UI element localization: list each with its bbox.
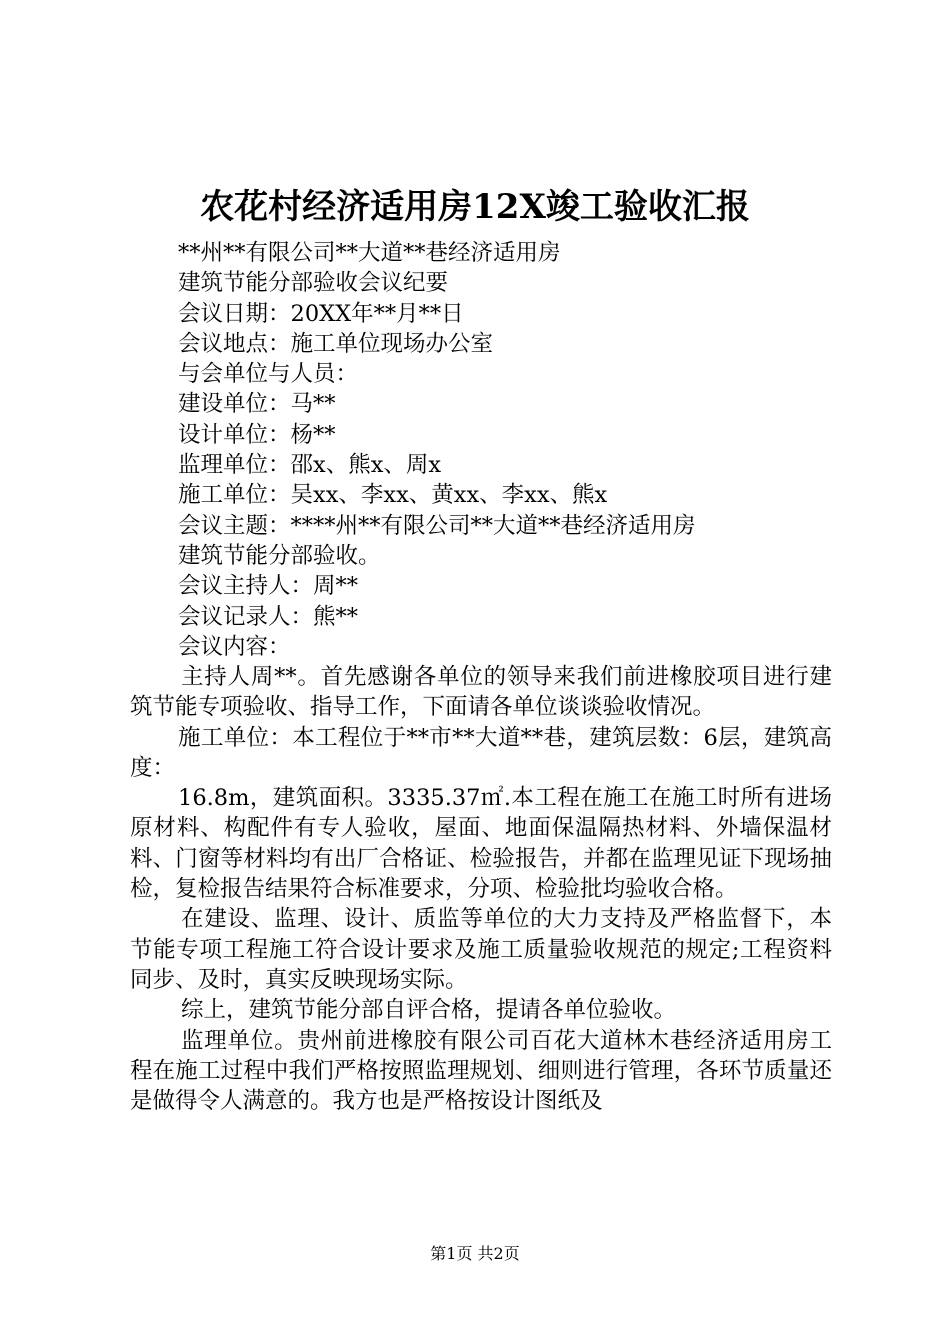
info-line: 建设单位：马** (178, 391, 336, 418)
page-footer: 第1页 共2页 (430, 1244, 520, 1263)
info-line: **州**有限公司**大道**巷经济适用房 (178, 240, 561, 266)
document-title: 农花村经济适用房12X竣工验收汇报 (200, 187, 750, 227)
paragraph: 在建设、监理、设计、质监等单位的大力支持及严格监督下，本节能专项工程施工符合设计要求及施工质量验收规范的规定;工程资料同步、及时，真实反映现场实际。 (130, 906, 832, 993)
meeting-content (130, 662, 832, 1116)
paragraph: 施工单位：本工程位于**市**大道**巷，建筑层数：6层，建筑高度： (130, 724, 832, 781)
paragraph: 主持人周**。首先感谢各单位的领导来我们前进橡胶项目进行建筑节能专项验收、指导工作，下面请各单位谈谈验收情况。 (130, 664, 832, 721)
paragraph: 综上，建筑节能分部自评合格，提请各单位验收。 (181, 997, 677, 1024)
info-line: 会议主持人：周** (178, 573, 359, 600)
paragraph: 16.8m，建筑面积。3335.37㎡.本工程在施工在施工时所有进场原材料、构配件有专人验收，屋面、地面保温隔热材料、外墙保温材料、门窗等材料均有出厂合格证、检验报告，并都在监理见证下现场抽检，复检报告结果符合标准要求，分项、检验批均验收合格。 (130, 785, 832, 903)
info-line: 施工单位：吴xx、李xx、黄xx、李xx、熊x (178, 482, 608, 509)
info-line: 会议记录人：熊** (178, 603, 359, 630)
info-line: 设计单位：杨** (178, 421, 336, 448)
paragraph: 监理单位。贵州前进橡胶有限公司百花大道林木巷经济适用房工程在施工过程中我们严格按照监理规划、细则进行管理，各环节质量还是做得令人满意的。我方也是严格按设计图纸及 (130, 1027, 832, 1115)
info-line: 会议主题：****州**有限公司**大道**巷经济适用房 (178, 512, 696, 539)
info-line: 会议地点：施工单位现场办公室 (178, 330, 494, 357)
info-line: 建筑节能分部验收会议纪要 (178, 270, 449, 297)
info-line: 会议内容： (178, 633, 291, 660)
info-line: 建筑节能分部验收。 (178, 542, 381, 569)
info-line: 监理单位：邵x、熊x、周x (178, 452, 442, 479)
info-line: 与会单位与人员： (178, 361, 359, 388)
meeting-info (178, 238, 898, 662)
info-line: 会议日期：20XX年**月**日 (178, 300, 464, 327)
